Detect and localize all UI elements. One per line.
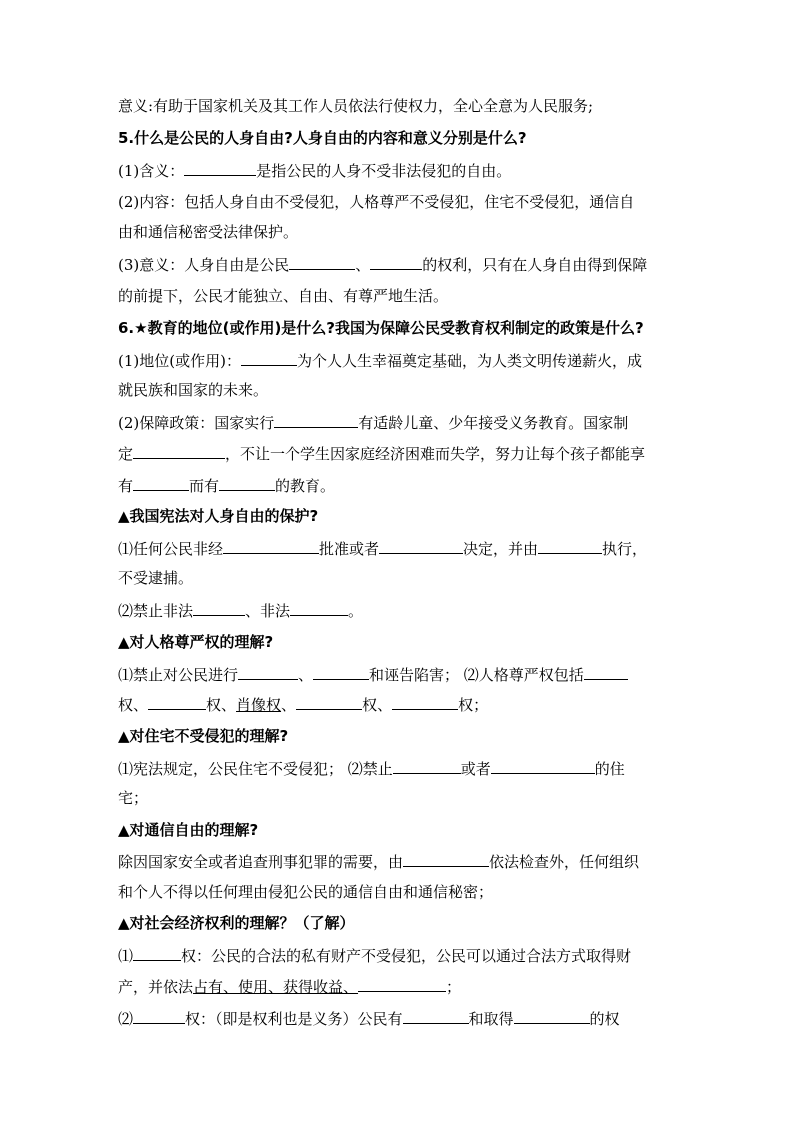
blank-field[interactable] — [313, 664, 369, 680]
text-line — [118, 222, 298, 242]
text-line — [118, 192, 634, 212]
blank-field[interactable] — [184, 160, 256, 176]
line-text: 权； — [458, 696, 489, 714]
line-text: 而有 — [189, 477, 220, 495]
line-text: 权：（即是权利也是义务）公民有 — [185, 1010, 403, 1028]
line-text: 不受逮捕。 — [118, 569, 194, 587]
text-line — [118, 600, 363, 621]
line-text: (2)内容：包括人身自由不受侵犯，人格尊严不受侵犯，住宅不受侵犯，通信自 — [118, 193, 635, 211]
line-text: (3)意义：人身自由是公民 — [118, 256, 290, 274]
line-text: 或者 — [460, 760, 491, 778]
text-line — [118, 694, 488, 715]
line-text: 就民族和国家的未来。 — [118, 381, 269, 399]
blank-field[interactable] — [148, 694, 206, 710]
section-heading — [118, 820, 258, 840]
text-line — [118, 350, 642, 371]
underlined-text: 占有、使用、获得收益、 — [193, 978, 359, 996]
blank-field[interactable] — [370, 254, 422, 270]
blank-field[interactable] — [133, 443, 225, 459]
section-heading — [118, 726, 288, 746]
line-text: 和个人不得以任何理由侵犯公民的通信自由和通信秘密； — [118, 883, 494, 901]
line-text: 权、 — [206, 696, 237, 714]
text-line — [118, 1008, 620, 1029]
line-text: 由和通信秘密受法律保护。 — [118, 223, 299, 241]
line-text: ⑴任何公民非经 — [118, 540, 224, 558]
blank-field[interactable] — [193, 600, 245, 616]
text-line — [118, 96, 593, 116]
line-text: (2)保障政策：国家实行 — [118, 414, 275, 432]
blank-field[interactable] — [241, 350, 297, 366]
text-line — [118, 851, 639, 872]
line-text: 的教育。 — [275, 477, 336, 495]
line-text: 、 — [281, 696, 297, 714]
line-text: 和诬告陷害； ⑵人格尊严权包括 — [369, 666, 584, 684]
line-text: 是指公民的人身不受非法侵犯的自由。 — [256, 162, 512, 180]
text-line — [118, 380, 268, 400]
line-text: (1)地位(或作用)： — [118, 352, 241, 370]
blank-field[interactable] — [133, 475, 189, 491]
text-line — [118, 568, 193, 588]
heading-text: ▲我国宪法对人身自由的保护? — [118, 507, 319, 525]
text-line — [118, 412, 628, 433]
text-line — [118, 788, 148, 808]
text-line — [118, 443, 645, 464]
blank-field[interactable] — [403, 851, 489, 867]
line-text: ⑴禁止对公民进行 — [118, 666, 239, 684]
line-text: 的前提下，公民才能独立、自由、有尊严地生活。 — [118, 287, 449, 305]
section-heading — [118, 913, 355, 933]
line-text: 权：公民的合法的私有财产不受侵犯，公民可以通过合法方式取得财 — [181, 947, 632, 965]
line-text: ； — [446, 978, 462, 996]
line-text: 和取得 — [468, 1010, 514, 1028]
text-line — [118, 758, 625, 779]
text-line — [118, 160, 511, 181]
line-text: ⑴宪法规定，公民住宅不受侵犯； ⑵禁止 — [118, 760, 393, 778]
blank-field[interactable] — [290, 600, 348, 616]
heading-text: ▲对人格尊严权的理解? — [118, 633, 274, 651]
text-line — [118, 538, 647, 559]
blank-field[interactable] — [274, 412, 358, 428]
blank-field[interactable] — [393, 758, 461, 774]
blank-field[interactable] — [514, 1008, 590, 1024]
line-text: 批准或者 — [319, 540, 380, 558]
heading-text: ▲对住宅不受侵犯的理解? — [118, 727, 289, 745]
blank-field[interactable] — [133, 1008, 185, 1024]
line-text: 除因国家安全或者追查刑事犯罪的需要，由 — [118, 853, 404, 871]
line-text: 的住 — [594, 760, 625, 778]
line-text: 的权利，只有在人身自由得到保障 — [422, 256, 648, 274]
section-heading — [118, 128, 527, 148]
blank-field[interactable] — [358, 976, 446, 992]
blank-field[interactable] — [379, 538, 463, 554]
line-text: ⑴ — [118, 947, 134, 965]
text-line — [118, 945, 631, 966]
heading-text: ▲对社会经济权利的理解？（了解） — [118, 914, 355, 932]
line-text: ⑵禁止非法 — [118, 602, 194, 620]
line-text: 定 — [118, 445, 134, 463]
heading-text: 5.什么是公民的人身自由?人身自由的内容和意义分别是什么? — [118, 129, 527, 147]
line-text: 的权 — [589, 1010, 620, 1028]
blank-field[interactable] — [392, 694, 458, 710]
line-text: 有适龄儿童、少年接受义务教育。国家制 — [358, 414, 629, 432]
text-line — [118, 475, 335, 496]
line-text: ⑵ — [118, 1010, 134, 1028]
line-text: 、非法 — [245, 602, 291, 620]
text-line — [118, 286, 448, 306]
section-heading — [118, 318, 644, 338]
line-text: 意义:有助于国家机关及其工作人员依法行使权力，全心全意为人民服务; — [118, 97, 594, 115]
line-text: 为个人人生幸福奠定基础，为人类文明传递薪火，成 — [296, 352, 642, 370]
line-text: ，不让一个学生因家庭经济困难而失学，努力让每个孩子都能享 — [225, 445, 646, 463]
line-text: 产，并依法 — [118, 978, 194, 996]
blank-field[interactable] — [289, 254, 355, 270]
line-text: 。 — [348, 602, 364, 620]
section-heading — [118, 632, 273, 652]
heading-text: 6.★教育的地位(或作用)是什么?我国为保障公民受教育权利制定的政策是什么? — [118, 319, 644, 337]
blank-field[interactable] — [491, 758, 595, 774]
blank-field[interactable] — [538, 538, 602, 554]
text-line — [118, 254, 647, 275]
text-line — [118, 664, 628, 685]
blank-field[interactable] — [584, 664, 628, 680]
blank-field[interactable] — [403, 1008, 469, 1024]
line-text: 有 — [118, 477, 134, 495]
line-text: 、 — [355, 256, 371, 274]
line-text: 依法检查外，任何组织 — [489, 853, 640, 871]
blank-field[interactable] — [133, 945, 181, 961]
heading-text: ▲对通信自由的理解? — [118, 821, 259, 839]
text-line — [118, 976, 461, 997]
text-line — [118, 882, 493, 902]
line-text: 执行， — [602, 540, 648, 558]
section-heading — [118, 506, 318, 526]
blank-field[interactable] — [238, 664, 298, 680]
blank-field[interactable] — [219, 475, 275, 491]
line-text: 权、 — [362, 696, 393, 714]
line-text: 权、 — [118, 696, 149, 714]
blank-field[interactable] — [223, 538, 319, 554]
line-text: (1)含义： — [118, 162, 185, 180]
line-text: 决定，并由 — [463, 540, 539, 558]
blank-field[interactable] — [296, 694, 362, 710]
line-text: 、 — [298, 666, 314, 684]
underlined-text: 肖像权 — [236, 696, 282, 714]
line-text: 宅； — [118, 789, 149, 807]
